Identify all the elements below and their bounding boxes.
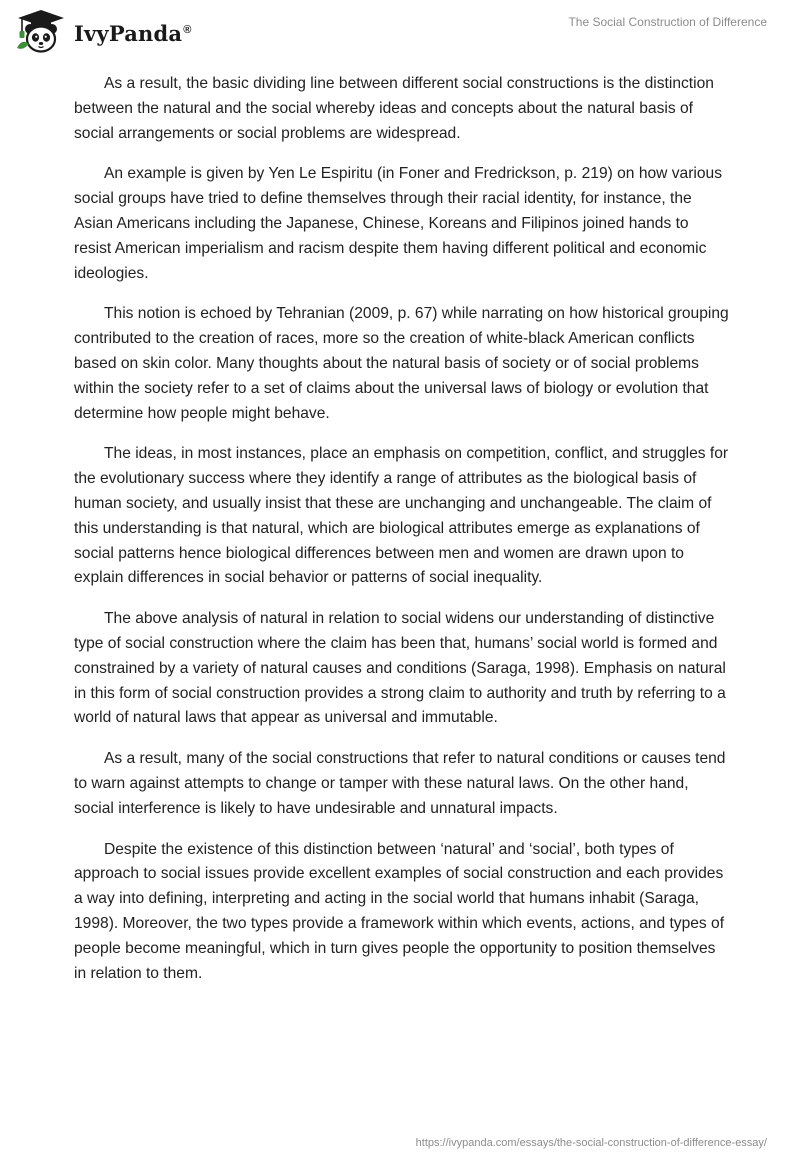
paragraph: An example is given by Yen Le Espiritu (in Foner and Fredrickson, p. 219) on how various social groups have tried to define themselves through their racial identity, for instance, the Asian Americans including the Japanese, Chinese, Koreans and Filipinos joined hands to resist American imperialism and racism despite them having different political and economic ideologies. [74, 165, 723, 282]
page-header [0, 0, 800, 60]
brand-name: IvyPanda® [74, 20, 192, 46]
paragraph: As a result, the basic dividing line between different social constructions is the distinction between the natural and the social whereby ideas and concepts about the natural basis of social arrangements or social problems are widespread. [74, 75, 714, 142]
paragraph: The above analysis of natural in relation to social widens our understanding of distinctive type of social construction where the claim has been that, humans’ social world is formed and constrained by a variety of natural causes and conditions (Saraga, 1998). Emphasis on natural in this form of social construction provides a strong claim to authority and truth by referring to a world of natural laws that appear as universal and immutable. [74, 610, 726, 727]
ivypanda-logo[interactable] [14, 8, 192, 54]
paragraph: As a result, many of the social constructions that refer to natural conditions or causes tend to warn against attempts to change or tamper with these natural laws. On the other hand, social interference is likely to have undesirable and unnatural impacts. [74, 750, 726, 817]
paragraph: The ideas, in most instances, place an emphasis on competition, conflict, and struggles for the evolutionary success where they identify a range of attributes as the biological basis of human society, and usually insist that these are unchanging and unchangeable. The claim of this understanding is that natural, which are biological attributes emerge as explanations of social patterns hence biological differences between men and women are drawn upon to explain differences in social behavior or patterns of social inequality. [74, 445, 729, 587]
document-title: The Social Construction of Difference [568, 15, 767, 29]
panda-graduate-icon [14, 8, 68, 54]
essay-body [74, 72, 730, 1002]
source-url-link[interactable]: https://ivypanda.com/essays/the-social-construction-of-difference-essay/ [415, 1137, 767, 1149]
paragraph: Despite the existence of this distinction between ‘natural’ and ‘social’, both types of approach to social issues provide excellent examples of social construction and each provides a way into defining, interpreting and acting in the social world that humans inhabit (Saraga, 1998). Moreover, the two types provide a framework within which events, actions, and types of people become meaningful, which in turn gives people the opportunity to position themselves in relation to them. [74, 840, 725, 982]
paragraph: This notion is echoed by Tehranian (2009, p. 67) while narrating on how historical grouping contributed to the creation of races, more so the creation of white-black American conflicts based on skin color. Many thoughts about the natural basis of society or of social problems within the society refer to a set of claims about the universal laws of biology or evolution that determine how people might behave. [74, 305, 729, 422]
